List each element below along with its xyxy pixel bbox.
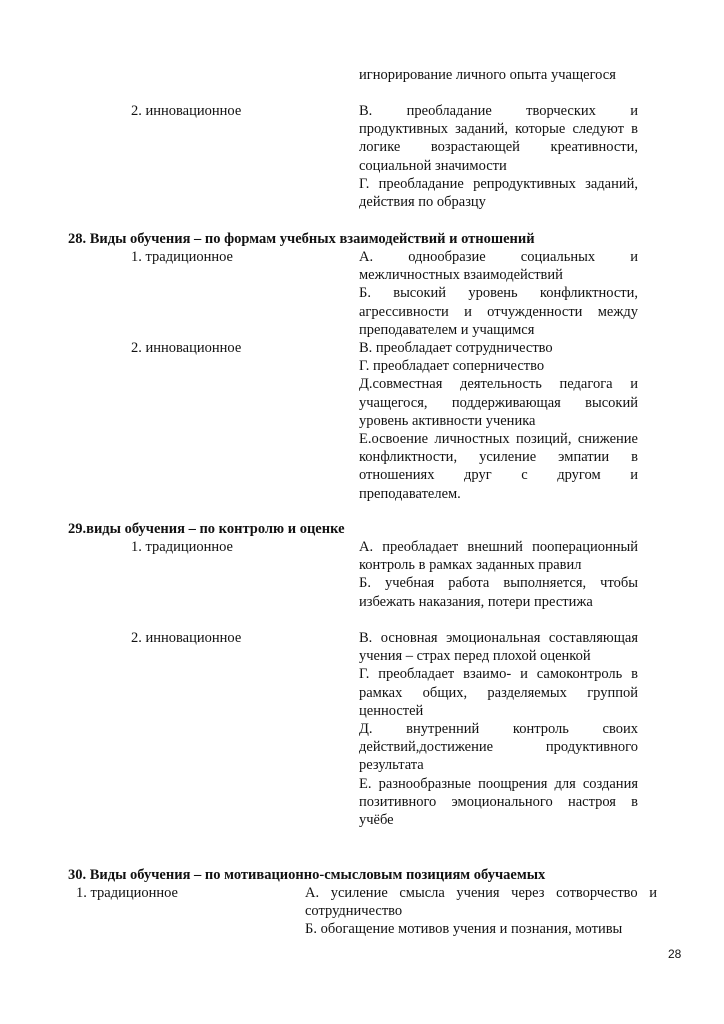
category-label-traditional: 1. традиционное: [131, 539, 233, 555]
option-g: Г. преобладает соперничество: [359, 358, 545, 375]
option-b: Б. высокий уровень конфликтности, агрессивности и отчужденности между преподавателем и учащимся: [359, 285, 638, 338]
option-continuation: [359, 66, 638, 84]
option-d: Д. внутренний контроль своих действий,достижение продуктивного результата: [359, 721, 638, 774]
options-column: [305, 884, 657, 939]
option-a: А. усиление смысла учения через сотворчество и сотрудничество: [305, 885, 657, 920]
options-column: [359, 538, 638, 611]
option-d: Д.совместная деятельность педагога и учащегося, поддерживающая высокий уровень активности ученика: [359, 376, 638, 429]
section-29-heading: 29.виды обучения – по контролю и оценке: [68, 521, 345, 537]
option-g: Г. преобладание репродуктивных заданий, действия по образцу: [359, 175, 638, 211]
option-text: игнорирование личного опыта учащегося: [359, 67, 616, 83]
section-28-heading: 28. Виды обучения – по формам учебных взаимодействий и отношений: [68, 231, 535, 247]
options-column: [359, 102, 638, 211]
option-v: В. преобладает сотрудничество: [359, 340, 553, 356]
option-v: В. основная эмоциональная составляющая учения – страх перед плохой оценкой: [359, 630, 638, 665]
options-column: [359, 629, 638, 829]
category-label-traditional: 1. традиционное: [131, 249, 233, 265]
category-label-innovative: 2. инновационное: [131, 103, 242, 119]
category-label-innovative: 2. инновационное: [131, 340, 242, 356]
option-g: Г. преобладает взаимо- и самоконтроль в рамках общих, разделяемых группой ценностей: [359, 666, 638, 719]
option-v: В. преобладание творческих и продуктивных заданий, которые следуют в логике возрастающей креативности, социальной значимости: [359, 103, 638, 174]
options-column: [359, 248, 638, 339]
option-b: Б. обогащение мотивов учения и познания, мотивы: [305, 921, 623, 938]
option-b: Б. учебная работа выполняется, чтобы избежать наказания, потери престижа: [359, 575, 638, 610]
category-label-traditional: 1. традиционное: [76, 885, 178, 901]
page-number: 28: [668, 947, 682, 961]
category-label-innovative: 2. инновационное: [131, 630, 242, 646]
option-e: Е.освоение личностных позиций, снижение конфликтности, усиление эмпатии в отношениях друг с другом и преподавателем.: [359, 431, 638, 502]
option-a: А. однообразие социальных и межличностных взаимодействий: [359, 249, 638, 284]
option-e: Е. разнообразные поощрения для создания позитивного эмоционального настроя в учёбе: [359, 775, 638, 829]
options-column: [359, 339, 638, 503]
option-a: А. преобладает внешний пооперационный контроль в рамках заданных правил: [359, 539, 638, 574]
section-30-heading: 30. Виды обучения – по мотивационно-смысловым позициям обучаемых: [68, 867, 546, 883]
